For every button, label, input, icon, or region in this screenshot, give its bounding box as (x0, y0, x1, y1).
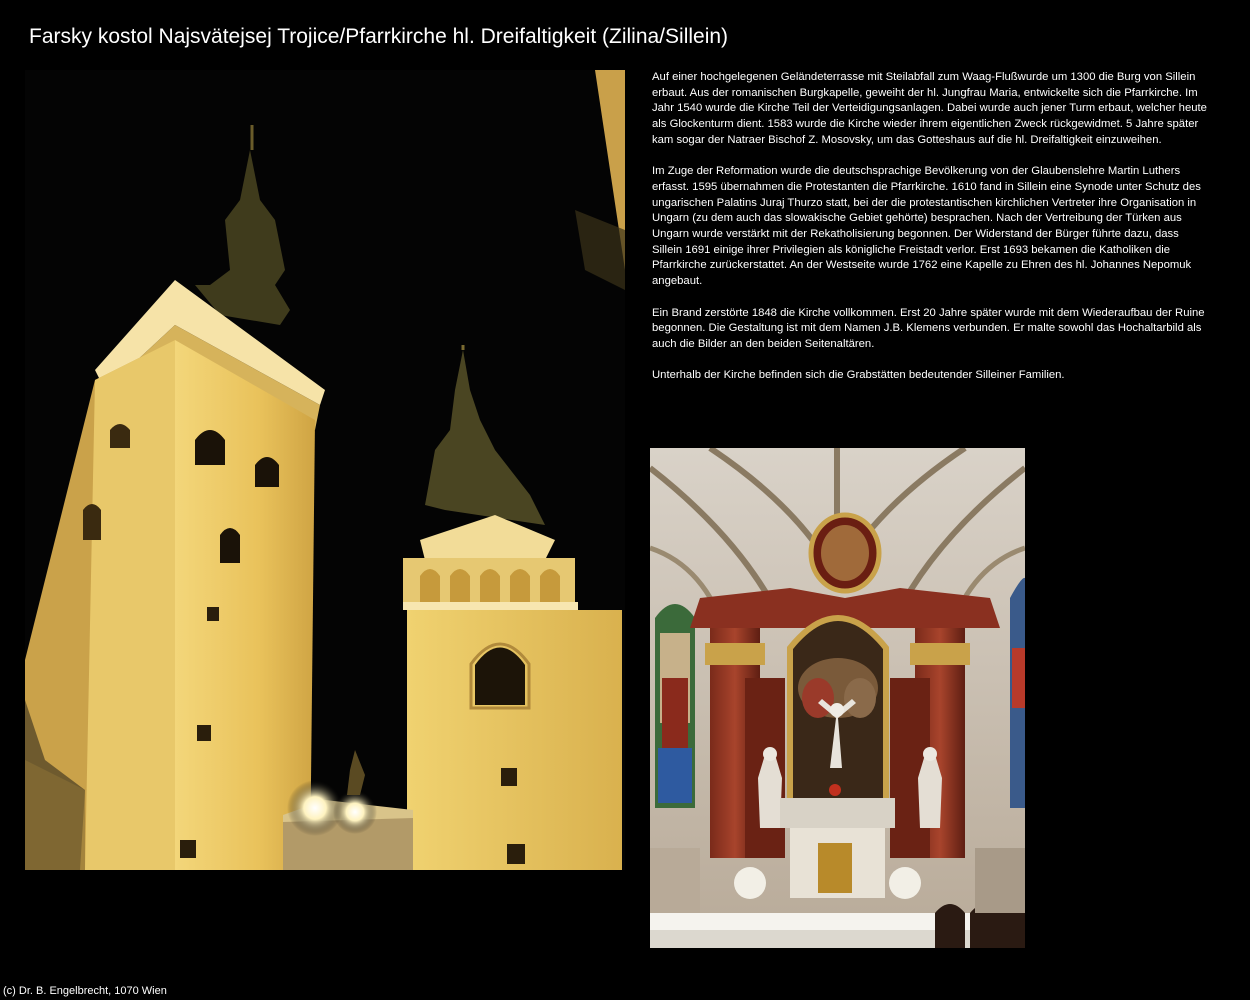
paragraph-fire: Ein Brand zerstörte 1848 die Kirche vollkommen. Erst 20 Jahre später wurde mit dem Wiederaufbau der Ruine begonnen. Die Gestaltung ist mit dem Namen J.B. Klemens verbunden. Er malte sowohl das Hochaltarbild als auch die Bilder an den beiden Seitenaltären. (652, 306, 1205, 350)
paragraph-history: Auf einer hochgelegenen Geländeterrasse mit Steilabfall zum Waag-Flußwurde um 1300 die Burg von Sillein erbaut. Aus der romanischen Burgkapelle, geweiht der hl. Jungfrau Maria, entwickelte sich die Pfarrkirche. Im Jahr 1540 wurde die Kirche Teil der Verteidigungsanlagen. Dabei wurde auch jener Turm erbaut, welcher heute als Glockenturm dient. 1583 wurde die Kirche wieder ihrem eigentlichen Zweck rückgewidmet. 5 Jahre später kam sogar der Natraer Bischof Z. Mosovsky, um das Gotteshaus auf die hl. Dreifaltigkeit einzuweihen. (652, 71, 1207, 146)
paragraph-reformation: Im Zuge der Reformation wurde die deutschsprachige Bevölkerung von der Glaubenslehre Martin Luthers erfasst. 1595 übernahmen die Protestanten die Pfarrkirche. 1610 fand in Sillein eine Synode unter Schutz des ungarischen Palatins Juraj Thurzo statt, bei der die protestantischen kirchlichen Vertreter ihre Organisation in Ungarn (zu dem auch das slowakische Gebiet gehörte) besprachen. Nach der Vertreibung der Türken aus Ungarn wurde verstärkt mit der Rekatholisierung begonnen. Der Widerstand der Bürger führte dazu, dass Sillein 1691 einige ihrer Privilegien als königliche Freistadt verlor. Erst 1693 bekamen die Katholiken die Pfarrkirche zurückerstattet. An der Westseite wurde 1762 eine Kapelle zu Ehren des hl. Johannes Nepomuk angebaut. (652, 165, 1201, 288)
copyright-footer: (c) Dr. B. Engelbrecht, 1070 Wien (3, 985, 167, 997)
church-towers-night-photo (25, 70, 625, 870)
page-title: Farsky kostol Najsvätejsej Trojice/Pfarrkirche hl. Dreifaltigkeit (Zilina/Sillein) (29, 25, 729, 48)
high-altar-photo (650, 448, 1025, 948)
description-text (652, 70, 1212, 400)
paragraph-tombs: Unterhalb der Kirche befinden sich die Grabstätten bedeutender Silleiner Familien. (652, 369, 1065, 382)
